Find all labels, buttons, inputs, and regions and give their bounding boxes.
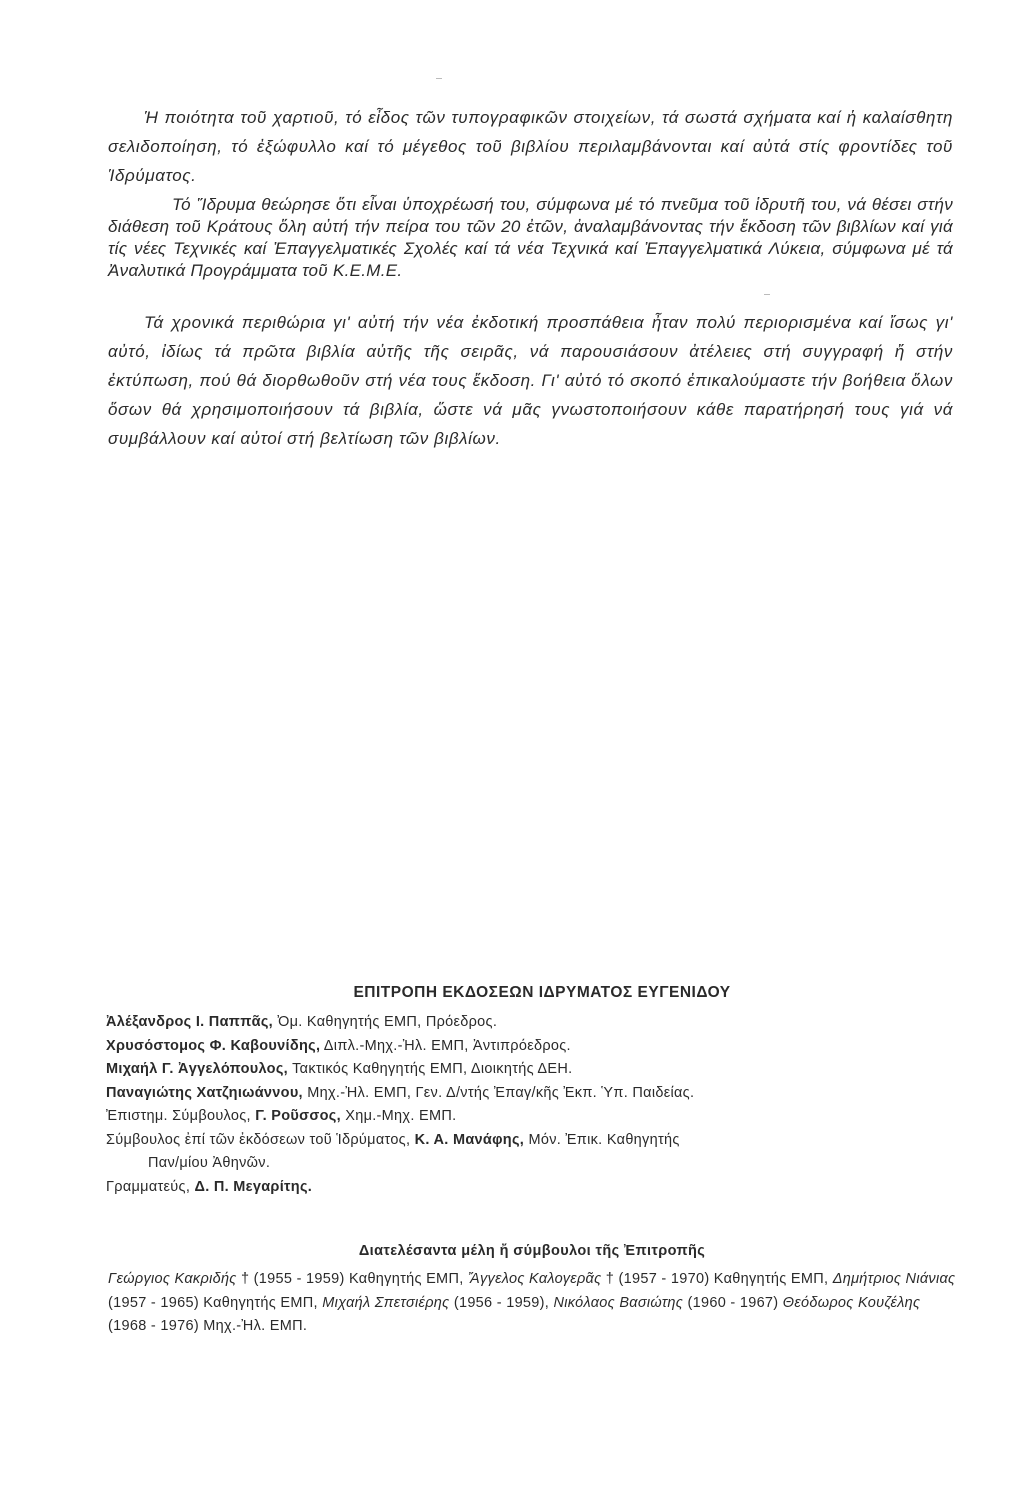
scan-speck [436,78,442,79]
member-role: Μόν. Ἐπικ. Καθηγητής [524,1131,680,1148]
former-member-detail: (1957 - 1965) Καθηγητής ΕΜΠ, [108,1294,323,1311]
former-member-detail: (1968 - 1976) Μηχ.-Ἠλ. ΕΜΠ. [108,1318,308,1334]
member-role: Τακτικός Καθηγητής ΕΜΠ, Διοικητής ΔΕΗ. [288,1061,573,1077]
scan-speck [764,294,770,295]
committee-member [106,1129,956,1153]
intro-paragraph-3: Τά χρονικά περιθώρια γι' αὐτή τήν νέα ἐκδοτική προσπάθεια ἦταν πολύ περιορισμένα καί ἴσως γι' αὐτό, ἰδίως τά πρῶτα βιβλία αὐτῆς τῆς σειρᾶς, νά παρουσιάσουν ἀτέλειες στή συγγραφή ἤ στήν ἐκτύπωση, πού θά διορθωθοῦν στή νέα τους ἔκδοση. Γι' αὐτό τό σκοπό ἐπικαλούμαστε τήν βοήθεια ὅλων ὅσων θά χρησιμοποιήσουν τά βιβλία, ὥστε νά μᾶς γνωστοποιήσουν κάθε παρατήρησή τους γιά νά συμβάλλουν καί αὐτοί στή βελτίωση τῶν βιβλίων. [108,313,953,448]
committee-member [106,1105,956,1129]
former-member-detail: (1960 - 1967) [683,1294,783,1311]
member-role: Χημ.-Μηχ. ΕΜΠ. [340,1108,457,1124]
committee-member [106,1082,956,1106]
former-member-name: Μιχαήλ Σπετσιέρης [322,1294,450,1311]
member-name: Γ. Ροῦσσος, [255,1108,341,1124]
member-role: Ὀμ. Καθηγητής ΕΜΠ, Πρόεδρος. [272,1014,498,1030]
former-member-name: Νικόλαος Βασιώτης [553,1294,684,1311]
member-position: Ἐπιστημ. Σύμβουλος, [106,1108,256,1124]
member-name: Χρυσόστομος Φ. Καβουνίδης, [106,1037,321,1054]
former-member-name: Γεώργιος Κακριδής [108,1271,237,1287]
former-members-list [108,1268,958,1339]
intro-paragraph-2: Τό Ἵδρυμα θεώρησε ὅτι εἶναι ὑποχρέωσή του, σύμφωνα μέ τό πνεῦμα τοῦ ἱδρυτῆ του, νά θέσει στήν διάθεση τοῦ Κράτους ὅλη αὐτή τήν πείρα του τῶν 20 ἐτῶν, ἀναλαμβάνοντας τήν ἔκδοση τῶν βιβλίων καί γιά τίς νέες Τεχνικές καί Ἐπαγγελματικές Σχολές καί τά νέα Τεχνικά καί Ἐπαγγελματικά Λύκεια, σύμφωνα μέ τά Ἀναλυτικά Προγράμματα τοῦ Κ.Ε.Μ.Ε. [108,195,953,280]
former-member-detail: † (1957 - 1970) Καθηγητής ΕΜΠ, [601,1271,833,1287]
member-name: Παναγιώτης Χατζηιωάννου, [106,1084,303,1101]
committee-member-continuation: Παν/μίου Ἀθηνῶν. [148,1155,271,1171]
member-position: Γραμματεύς, [106,1178,195,1195]
former-member-detail: † (1955 - 1959) Καθηγητής ΕΜΠ, [236,1271,468,1287]
member-position: Σύμβουλος ἐπί τῶν ἐκδόσεων τοῦ Ἱδρύματος, [106,1131,415,1148]
committee-member [106,1058,956,1082]
former-member-name: Ἄγγελος Καλογερᾶς [467,1271,602,1287]
member-name: Δ. Π. Μεγαρίτης. [194,1178,313,1195]
member-role: Μηχ.-Ἠλ. ΕΜΠ, Γεν. Δ/ντής Ἐπαγ/κῆς Ἐκπ. Ὑπ. Παιδείας. [302,1084,695,1101]
member-role: Διπλ.-Μηχ.-Ἠλ. ΕΜΠ, Ἀντιπρόεδρος. [320,1037,571,1054]
member-name: Κ. Α. Μανάφης, [414,1131,525,1148]
former-member-name: Δημήτριος Νιάνιας [832,1271,956,1287]
committee-members-list [106,1011,956,1199]
member-name: Μιχαήλ Γ. Ἀγγελόπουλος, [106,1061,289,1077]
intro-paragraph-1: Ἡ ποιότητα τοῦ χαρτιοῦ, τό εἶδος τῶν τυπογραφικῶν στοιχείων, τά σωστά σχήματα καί ἡ καλαίσθητη σελιδοποίηση, τό ἐξώφυλλο καί τό μέγεθος τοῦ βιβλίου περιλαμβάνονται καί αὐτά στίς φροντίδες τοῦ Ἱδρύματος. [108,108,953,185]
committee-member [106,1011,956,1035]
former-member-name: Θεόδωρος Κουζέλης [782,1294,921,1311]
former-members-title: Διατελέσαντα μέλη ἤ σύμβουλοι τῆς Ἐπιτροπῆς [358,1243,706,1259]
committee-title: ΕΠΙΤΡΟΠΗ ΕΚΔΟΣΕΩΝ ΙΔΡΥΜΑΤΟΣ ΕΥΓΕΝΙΔΟΥ [353,984,731,1001]
former-member-detail: (1956 - 1959), [449,1294,554,1311]
committee-member [106,1176,956,1200]
committee-member [106,1035,956,1059]
member-name: Ἀλέξανδρος Ι. Παππᾶς, [106,1014,273,1030]
